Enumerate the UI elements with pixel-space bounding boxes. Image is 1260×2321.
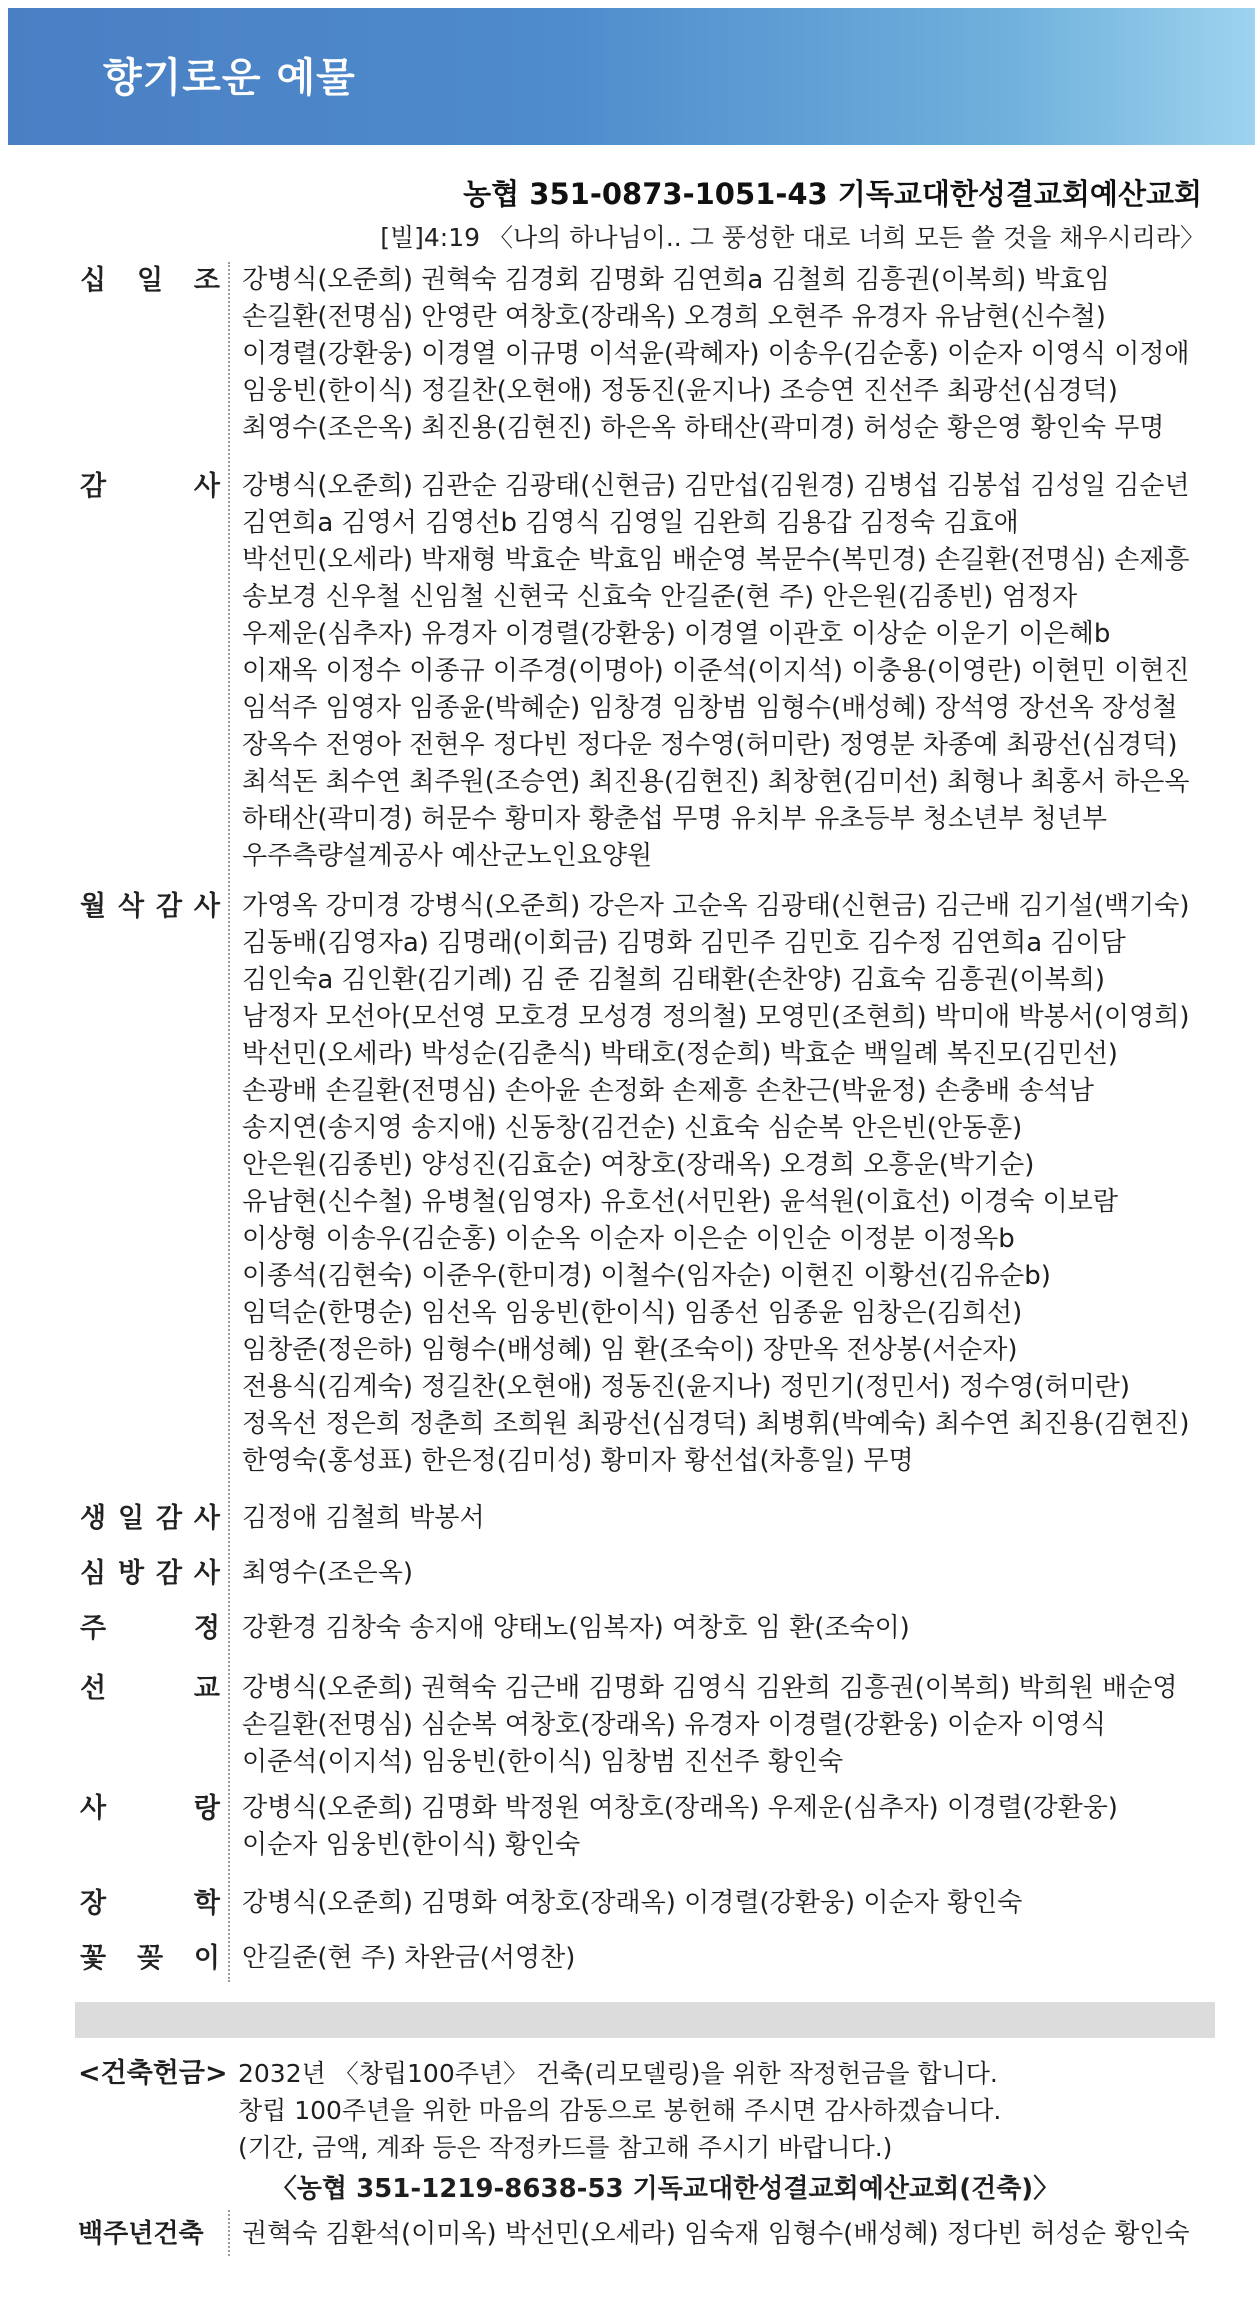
names-line: 강병식(오준희) 권혁숙 김근배 김명화 김영식 김완희 김흥권(이복희) 박희원 배순영 bbox=[242, 1673, 1178, 1703]
section-names bbox=[242, 468, 1222, 875]
section-label-char: 정 bbox=[193, 1613, 220, 1644]
names-line: 임석주 임영자 임종윤(박혜순) 임창경 임창범 임형수(배성혜) 장석영 장선옥 장성철 bbox=[242, 693, 1178, 723]
building-text-line: 2032년 〈창립100주년〉 건축(리모델링)을 위한 작정헌금을 합니다. bbox=[238, 2059, 998, 2088]
names-line: 강병식(오준희) 김관순 김광태(신현금) 김만섭(김원경) 김병섭 김봉섭 김성일 김순년 bbox=[242, 471, 1190, 501]
section-label-char: 조 bbox=[193, 265, 220, 296]
section-label bbox=[80, 262, 220, 299]
names-line: 한영숙(홍성표) 한은정(김미성) 황미자 황선섭(차흥일) 무명 bbox=[242, 1446, 914, 1476]
names-line: 박선민(오세라) 박성순(김춘식) 박태호(정순희) 박효순 백일례 복진모(김민선) bbox=[242, 1039, 1118, 1069]
section-label-char: 교 bbox=[193, 1673, 220, 1704]
names-line: 안은원(김종빈) 양성진(김효순) 여창호(장래옥) 오경희 오흥운(박기순) bbox=[242, 1150, 1035, 1180]
names-line: 우제운(심추자) 유경자 이경렬(강환웅) 이경열 이관호 이상순 이운기 이은혜b bbox=[242, 619, 1111, 649]
names-line: 이순자 임웅빈(한이식) 황인숙 bbox=[242, 1830, 581, 1860]
names-line: 이준석(이지석) 임웅빈(한이식) 임창범 진선주 황인숙 bbox=[242, 1747, 844, 1777]
names-line: 최영수(조은옥) bbox=[242, 1558, 413, 1588]
section-label bbox=[80, 468, 220, 505]
section-label-char: 삭 bbox=[117, 891, 145, 922]
section-label-char: 감 bbox=[155, 891, 183, 922]
section-label-char: 일 bbox=[136, 265, 164, 296]
names-line: 손광배 손길환(전명심) 손아윤 손정화 손제흥 손찬근(박윤정) 손충배 송석남 bbox=[242, 1076, 1094, 1106]
names-line: 이경렬(강환웅) 이경열 이규명 이석윤(곽혜자) 이송우(김순홍) 이순자 이영식 이정애 bbox=[242, 339, 1190, 369]
centennial-building-names: 권혁숙 김환석(이미옥) 박선민(오세라) 임숙재 임형수(배성혜) 정다빈 허성순 황인숙 bbox=[242, 2219, 1190, 2249]
names-line: 최영수(조은옥) 최진용(김현진) 하은옥 하태산(곽미경) 허성순 황은영 황인숙 무명 bbox=[242, 413, 1165, 443]
section-names bbox=[242, 262, 1222, 447]
names-line: 남정자 모선아(모선영 모호경 모성경 정의철) 모영민(조현희) 박미애 박봉서(이영희) bbox=[242, 1002, 1190, 1032]
section-label-char: 감 bbox=[155, 1558, 183, 1589]
section-label-char: 감 bbox=[155, 1503, 183, 1534]
section-label bbox=[80, 1790, 220, 1827]
section-label bbox=[80, 1500, 220, 1537]
section-label-char: 꽃 bbox=[80, 1943, 107, 1974]
names-line: 우주측량설계공사 예산군노인요양원 bbox=[242, 841, 653, 871]
names-line: 유남현(신수철) 유병철(임영자) 유호선(서민완) 윤석원(이효선) 이경숙 이보람 bbox=[242, 1187, 1118, 1217]
names-line: 박선민(오세라) 박재형 박효순 박효임 배순영 복문수(복민경) 손길환(전명심) 손제흥 bbox=[242, 545, 1190, 575]
names-line: 김인숙a 김인환(김기례) 김 준 김철희 김태환(손찬양) 김효숙 김흥권(이복희) bbox=[242, 965, 1106, 995]
names-line: 강병식(오준희) 권혁숙 김경회 김명화 김연희a 김철희 김흥권(이복희) 박효임 bbox=[242, 265, 1110, 295]
section-names bbox=[242, 888, 1222, 1480]
names-line: 강환경 김창숙 송지애 양태노(임복자) 여창호 임 환(조숙이) bbox=[242, 1613, 910, 1643]
names-line: 손길환(전명심) 심순복 여창호(장래옥) 유경자 이경렬(강환웅) 이순자 이영식 bbox=[242, 1710, 1106, 1740]
names-line: 하태산(곽미경) 허문수 황미자 황춘섭 무명 유치부 유초등부 청소년부 청년부 bbox=[242, 804, 1108, 834]
building-offering-text bbox=[238, 2055, 1001, 2166]
names-line: 송보경 신우철 신임철 신현국 신효숙 안길준(현 주) 안은원(김종빈) 엄정자 bbox=[242, 582, 1078, 612]
names-line: 임창준(정은하) 임형수(배성혜) 임 환(조숙이) 장만옥 전상봉(서순자) bbox=[242, 1335, 1018, 1365]
building-offering-label: <건축헌금> bbox=[78, 2058, 228, 2089]
section-label-char: 사 bbox=[193, 1503, 220, 1534]
header-banner bbox=[8, 8, 1255, 145]
section-label-char: 심 bbox=[80, 1558, 107, 1589]
bible-verse: [빌]4:19 〈나의 하나님이.. 그 풍성한 대로 너희 모든 쓸 것을 채우시리라〉 bbox=[380, 223, 1205, 252]
section-label-char: 이 bbox=[193, 1943, 220, 1974]
names-line: 임웅빈(한이식) 정길찬(오현애) 정동진(윤지나) 조승연 진선주 최광선(심경덕) bbox=[242, 376, 1118, 406]
section-label bbox=[80, 1670, 220, 1707]
section-label-char: 감 bbox=[80, 471, 107, 502]
names-line: 김정애 김철희 박봉서 bbox=[242, 1503, 485, 1533]
section-label-char: 사 bbox=[193, 471, 220, 502]
names-line: 전용식(김계숙) 정길찬(오현애) 정동진(윤지나) 정민기(정민서) 정수영(허미란) bbox=[242, 1372, 1130, 1402]
section-label bbox=[80, 1610, 220, 1647]
names-line: 임덕순(한명순) 임선옥 임웅빈(한이식) 임종선 임종윤 임창은(김희선) bbox=[242, 1298, 1023, 1328]
separator-band bbox=[75, 2002, 1215, 2038]
offering-account: 농협 351-0873-1051-43 기독교대한성결교회예산교회 bbox=[463, 177, 1202, 211]
names-line: 장옥수 전영아 전현우 정다빈 정다운 정수영(허미란) 정영분 차종예 최광선(심경덕) bbox=[242, 730, 1178, 760]
names-line: 강병식(오준희) 김명화 박정원 여창호(장래옥) 우제운(심추자) 이경렬(강환웅) bbox=[242, 1793, 1118, 1823]
names-line: 이상형 이송우(김순홍) 이순옥 이순자 이은순 이인순 이정분 이정옥b bbox=[242, 1224, 1015, 1254]
building-text-line: (기간, 금액, 계좌 등은 작정카드를 참고해 주시기 바랍니다.) bbox=[238, 2133, 893, 2162]
names-line: 김동배(김영자a) 김명래(이회금) 김명화 김민주 김민호 김수정 김연희a 김이담 bbox=[242, 928, 1126, 958]
building-text-line: 창립 100주년을 위한 마음의 감동으로 봉헌해 주시면 감사하겠습니다. bbox=[238, 2096, 1002, 2125]
section-label-char: 십 bbox=[80, 265, 107, 296]
centennial-building-label: 백주년건축 bbox=[78, 2219, 204, 2249]
names-line: 이종석(김현숙) 이준우(한미경) 이철수(임자순) 이현진 이황선(김유순b) bbox=[242, 1261, 1051, 1291]
section-names bbox=[242, 1885, 1222, 1922]
section-names bbox=[242, 1670, 1222, 1781]
names-line: 정옥선 정은희 정춘희 조희원 최광선(심경덕) 최병휘(박예숙) 최수연 최진용(김현진) bbox=[242, 1409, 1190, 1439]
section-label-char: 방 bbox=[117, 1558, 145, 1589]
section-label bbox=[80, 888, 220, 925]
page-title: 향기로운 예물 bbox=[103, 55, 356, 101]
section-label bbox=[80, 1940, 220, 1977]
section-names bbox=[242, 1610, 1222, 1647]
section-names bbox=[242, 1500, 1222, 1537]
section-label-char: 사 bbox=[80, 1793, 107, 1824]
section-label-char: 주 bbox=[80, 1613, 107, 1644]
section-label-char: 랑 bbox=[193, 1793, 220, 1824]
names-line: 송지연(송지영 송지애) 신동창(김건순) 신효숙 심순복 안은빈(안동훈) bbox=[242, 1113, 1023, 1143]
names-line: 안길준(현 주) 차완금(서영찬) bbox=[242, 1943, 576, 1973]
section-label-char: 사 bbox=[193, 891, 220, 922]
section-label-char: 선 bbox=[80, 1673, 107, 1704]
section-names bbox=[242, 1555, 1222, 1592]
names-line: 강병식(오준희) 김명화 여창호(장래옥) 이경렬(강환웅) 이순자 황인숙 bbox=[242, 1888, 1023, 1918]
names-line: 이재옥 이정수 이종규 이주경(이명아) 이준석(이지석) 이충용(이영란) 이현민 이현진 bbox=[242, 656, 1190, 686]
section-label bbox=[80, 1885, 220, 1922]
column-divider bbox=[228, 262, 230, 1982]
names-line: 최석돈 최수연 최주원(조승연) 최진용(김현진) 최창현(김미선) 최형나 최홍서 하은옥 bbox=[242, 767, 1190, 797]
section-names bbox=[242, 1940, 1222, 1977]
section-label-char: 꽂 bbox=[136, 1943, 164, 1974]
section-label bbox=[80, 1555, 220, 1592]
section-label-char: 학 bbox=[193, 1888, 220, 1919]
section-label-char: 장 bbox=[80, 1888, 107, 1919]
names-line: 김연희a 김영서 김영선b 김영식 김영일 김완희 김용갑 김정숙 김효애 bbox=[242, 508, 1019, 538]
section-label-char: 일 bbox=[117, 1503, 145, 1534]
section-names bbox=[242, 1790, 1222, 1864]
building-account: 〈농협 351-1219-8638-53 기독교대한성결교회예산교회(건축)〉 bbox=[270, 2174, 1060, 2204]
column-divider bbox=[228, 2210, 230, 2256]
names-line: 손길환(전명심) 안영란 여창호(장래옥) 오경희 오현주 유경자 유남현(신수철) bbox=[242, 302, 1106, 332]
section-label-char: 생 bbox=[80, 1503, 107, 1534]
section-label-char: 사 bbox=[193, 1558, 220, 1589]
names-line: 가영옥 강미경 강병식(오준희) 강은자 고순옥 김광태(신현금) 김근배 김기설(백기숙) bbox=[242, 891, 1190, 921]
section-label-char: 월 bbox=[80, 891, 107, 922]
